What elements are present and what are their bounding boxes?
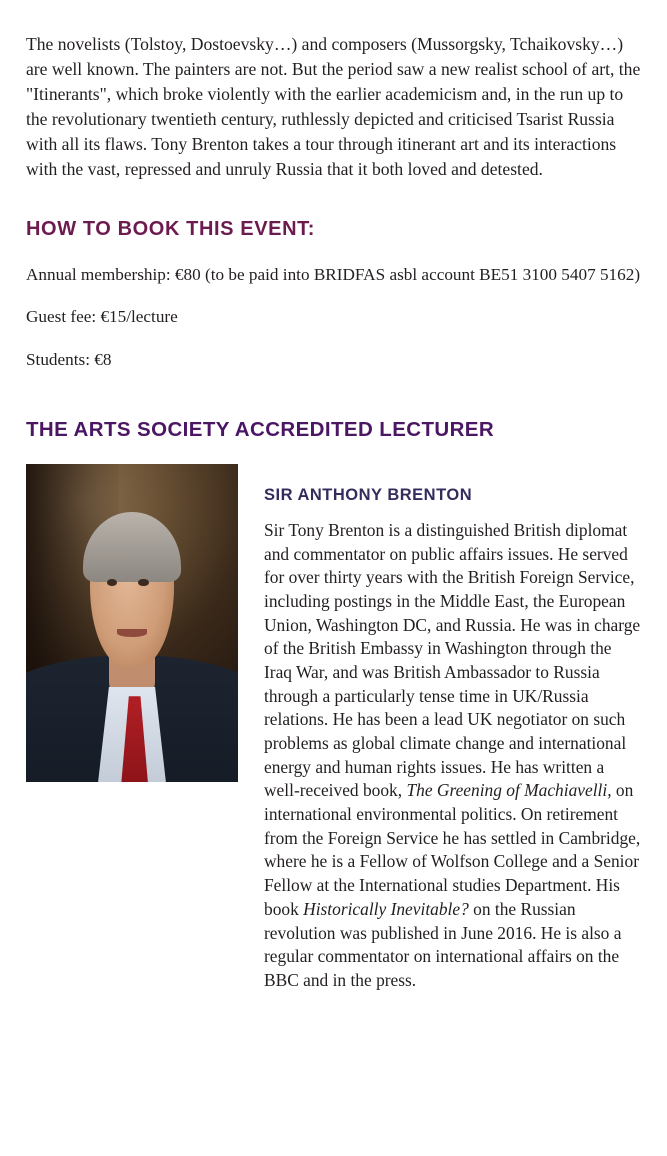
lecturer-text-column <box>264 464 641 992</box>
book-title-historically-inevitable: Historically Inevitable? <box>303 898 469 919</box>
bio-text-part-3: on the Russian revolution was published in June 2016. He is also a regular commentator on international affairs on the BBC and in the press. <box>264 898 622 990</box>
booking-heading: HOW TO BOOK THIS EVENT: <box>26 217 315 240</box>
lecturer-bio-block <box>26 464 641 992</box>
bio-text-part-1: Sir Tony Brenton is a distinguished British diplomat and commentator on public affairs issues. He served for over thirty years with the British Foreign Service, including postings in the Middle East, the European Union, Washington DC, and Russia. He was in charge of the British Embassy in Washington through the Iraq War, and was British Ambassador to Russia through a particularly tense time in UK/Russia relations. He has been a lead UK negotiator on such problems as global climate change and international energy and human rights issues. He has written a well-received book, <box>264 520 641 801</box>
book-title-greening: The Greening of Machiavelli, <box>406 780 612 801</box>
lecturer-portrait-image <box>26 464 238 782</box>
portrait-mouth <box>117 629 147 637</box>
booking-students: Students: €8 <box>26 349 112 369</box>
lecturer-biography <box>264 519 641 992</box>
lecturer-heading: THE ARTS SOCIETY ACCREDITED LECTURER <box>26 418 495 442</box>
booking-guest-fee: Guest fee: €15/lecture <box>26 307 178 327</box>
portrait-eye-right <box>138 579 149 587</box>
booking-membership: Annual membership: €80 (to be paid into BRIDFAS asbl account BE51 3100 5407 5162) <box>26 264 641 284</box>
lecturer-name: SIR ANTHONY BRENTON <box>264 486 473 505</box>
intro-paragraph: The novelists (Tolstoy, Dostoevsky…) and composers (Mussorgsky, Tchaikovsky…) are well known. The painters are not. But the period saw a new realist school of art, the "Itinerants", which broke violently with the earlier academicism and, in the run up to the revolutionary twentieth century, ruthlessly depicted and criticised Tsarist Russia with all its flaws. Tony Brenton takes a tour through itinerant art and its interactions with the vast, repressed and unruly Russia that it both loved and detested. <box>26 34 641 179</box>
bio-text-part-2: on international environmental politics. On retirement from the Foreign Service he has settled in Cambridge, where he is a Fellow of Wolfson College and a Senior Fellow at the International studies Department. His book <box>264 780 641 919</box>
